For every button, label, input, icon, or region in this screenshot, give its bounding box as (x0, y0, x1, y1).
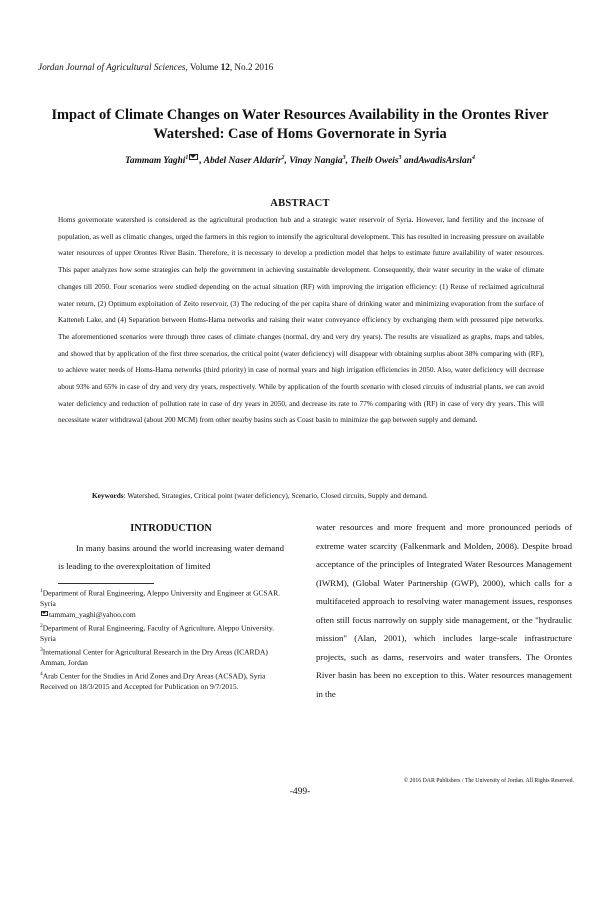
author-affil-sup: 4 (471, 155, 475, 161)
journal-name: Jordan Journal of Agricultural Sciences, (38, 62, 188, 72)
author-name: Tammam Yaghi (125, 156, 186, 167)
footnote-affil-4 (40, 669, 285, 682)
issue: , No.2 2016 (229, 62, 274, 72)
volume-prefix: Volume (187, 62, 221, 72)
abstract-heading: ABSTRACT (270, 198, 330, 209)
footnote-divider (58, 583, 154, 584)
footnotes (40, 586, 285, 693)
author-name: , Theib Oweis (345, 156, 399, 167)
mail-icon (189, 154, 198, 160)
footnote-sup: 1 (40, 588, 43, 594)
author-affil-sup: 1 (185, 155, 189, 161)
left-column (58, 520, 284, 575)
copyright: © 2016 DAR Publishers / The University of Jordan. All Rights Reserved. (403, 778, 574, 784)
introduction-left-text: In many basins around the world increasing water demand is leading to the overexploitation of limited (58, 543, 284, 571)
mail-icon (41, 611, 48, 616)
footnote-email (40, 610, 285, 621)
page-number: -499- (289, 787, 311, 797)
author-affil-sup: 2 (281, 155, 285, 161)
author-affil-sup: 3 (398, 155, 402, 161)
author-name: , Vinay Nangia (284, 156, 343, 167)
keywords-text: : Watershed, Strategies, Critical point (water deficiency), Scenario, Closed circuits, Supply and demand. (123, 491, 428, 500)
abstract-body: Homs governorate watershed is considered as the agricultural production hub and a strategic water reservoir of Syria. However, land fertility and the increase of population, as well as climatic changes, urged the farmers in this region to intensify the agricultural development. This has resulted in increasing pressure on available water resources of upper Orontes River Basin. Therefore, it is necessary to develop a prediction model that helps to estimate future availability of water resources. This paper analyzes how some strategies can help the government in achieving sustainable development. Consequently, their water security in the wake of climate changes till 2050. Four scenarios were studied depending on the actual situation (RF) with improving the irrigation efficiency: (1) Reuse of reclaimed agricultural water return, (2) Optimum exploitation of Zeito reservoir, (3) The reducing of the per capita share of drinking water and minimizing evaporation from the surface of Katteneh Lake, and (4) Separation between Homs-Hama networks and raising their water conveyance efficiency by exchanging them with pressured pipe networks. The aforementioned scenarios were through three cases of climate changes (normal, dry and very dry years). The results are visualized as graphs, maps and tables, and showed that by application of the first three scenarios, the critical point (water deficiency) will disappear with obtaining surplus about 38% comparing with (RF), to achieve water needs of Homs-Hama networks (third priority) in case of normal years and high irrigation efficiencies in 2050. Also, water deficiency will decrease about 93% and 65% in case of dry and very dry years, respectively. While by application of the fourth scenario with closed circuits of industrial plants, we can avoid water deficiency and reduction of pollution rate in case of dry years in 2050, and decrease its rate to 77% comparing with (RF) in case of very dry years. This will necessitate water withdrawal (about 200 MCM) from other nearby basins such as Coast basin to minimize the gap between supply and demand. (58, 215, 544, 425)
author-name: andAwadisArslan (401, 156, 472, 167)
footnote-text: Department of Rural Engineering, Aleppo University and Engineer at GCSAR. Syria (40, 588, 280, 609)
footnote-text: Department of Rural Engineering, Faculty of Agriculture, Aleppo University. Syria (40, 623, 275, 644)
paper-title: Impact of Climate Changes on Water Resources Availability in the Orontes River Watershed: Case of Homs Governorate in Syria (51, 107, 549, 142)
footnote-affil-3 (40, 645, 285, 669)
author-name: , Abdel Naser Aldarir (199, 156, 282, 167)
email-address: tammam_yaghi@yahoo.com (49, 610, 136, 620)
footnote-text: Arab Center for the Studies in Arid Zones and Dry Areas (ACSAD), Syria (42, 671, 266, 681)
introduction-heading: INTRODUCTION (130, 523, 212, 534)
keywords-label: Keywords (92, 491, 124, 500)
footnote-text: International Center for Agricultural Research in the Dry Areas (ICARDA) Amman, Jordan (40, 647, 268, 668)
keywords (92, 491, 428, 500)
author-affil-sup: 3 (342, 155, 346, 161)
footnote-sup: 3 (40, 646, 43, 653)
footnote-affil-1 (40, 586, 285, 610)
volume-number: 12 (220, 62, 230, 72)
footnote-sup: 2 (40, 622, 43, 629)
running-head (38, 62, 273, 72)
footnote-sup: 4 (40, 671, 43, 678)
footnote-affil-2 (40, 621, 285, 645)
received-date: Received on 18/3/2015 and Accepted for Publication on 9/7/2015. (40, 682, 239, 692)
author-list (40, 155, 560, 166)
introduction-right-text: water resources and more frequent and more pronounced periods of extreme water scarcity (Falkenmark and Molden, 2008). Despite broad acceptance of the principles of Integrated Water Resources Management (IWRM), (Global Water Partnership (GWP), 2000), which calls for a multifaceted approach to resolving water management issues, responses often still focus narrowly on supply side management, or the "hydraulic mission" (Alan, 2001), which includes large-scale infrastructure projects, such as dams, reservoirs and water transfers. The Orontes River basin has been no exception to this. Water resources management in the (316, 522, 572, 699)
